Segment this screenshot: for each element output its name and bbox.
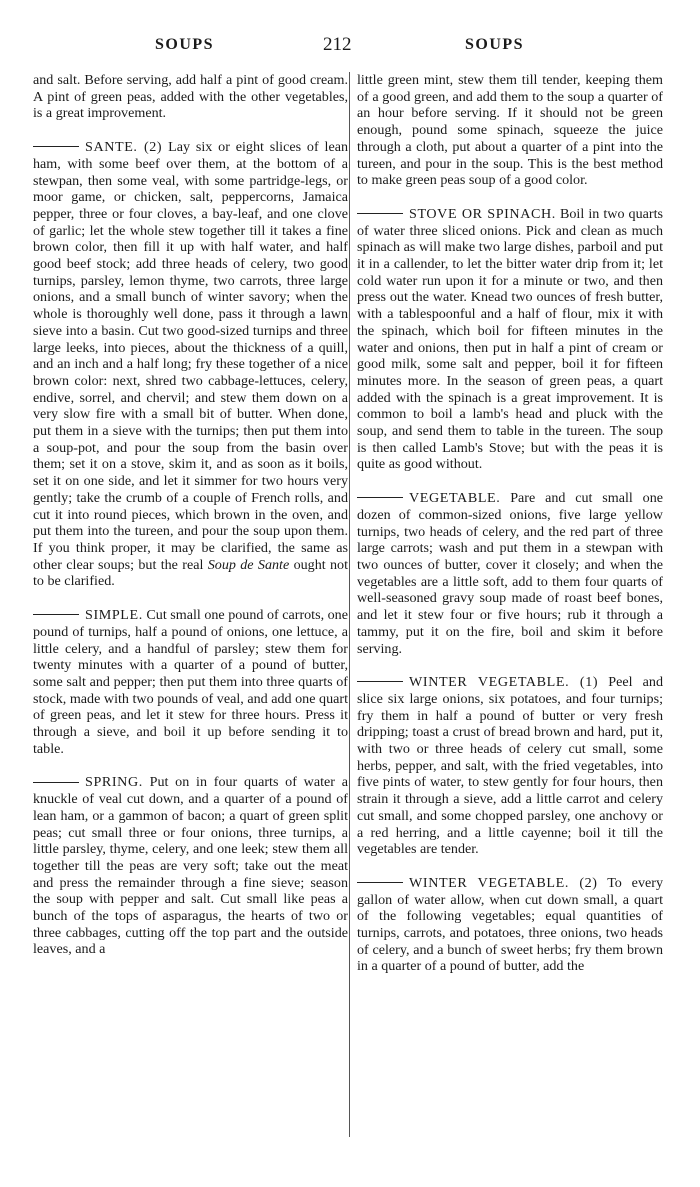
recipe-stove-or-spinach [357, 206, 663, 473]
recipe-title: VEGETABLE. [409, 490, 501, 507]
continued-paragraph: little green mint, stew them till tender, keeping them of a good green, and add them to the soup a quarter of an hour before serving. If it should not be green enough, pound some spinach, squeeze the juice through a cloth, put about a quarter of a pint into the tureen, and pour in the soup. This is the best method to make green peas soup of a good color. [357, 72, 663, 189]
em-dash-rule [33, 146, 79, 147]
em-dash-rule [357, 882, 403, 883]
recipe-body: To every gallon of water allow, when cut down small, a quart of the following vegetables; equal quantities of turnips, carrots, and potatoes, three onions, two heads of celery, and a bunch of sweet herbs; fry them brown in a quarter of a pound of butter, add the [357, 874, 663, 975]
page-number: 212 [323, 34, 352, 55]
recipe-title: STOVE OR SPINACH. [409, 205, 556, 222]
em-dash-rule [357, 497, 403, 498]
recipe-title: SPRING. [85, 774, 143, 791]
recipe-body-tail: ought not to be clarified. [33, 556, 349, 590]
recipe-winter-vegetable-1 [357, 674, 663, 858]
em-dash-rule [357, 681, 403, 682]
running-header [0, 36, 700, 58]
recipe-simple [33, 607, 348, 757]
recipe-body: Put on in four quarts of water a knuckle of veal cut down, and a quarter of a pound of lean ham, or a gammon of bacon; a quart of green split peas; cut small three or four onions, three turnips, a little parsley, thyme, celery, and one leek; stew them all together till the peas are very soft; take out the meat and press the remainder through a fine sieve; season the soup with pepper and salt. Cut small like peas a bunch of the tops of asparagus, the hearts of two or three cabbages, cutting off the top part and the outside leaves, and a [33, 774, 348, 958]
header-right-title: SOUPS [465, 36, 525, 53]
recipe-title: SANTE. (2) [85, 139, 163, 156]
column-divider [349, 72, 350, 1137]
recipe-sante [33, 139, 348, 590]
recipe-title: SIMPLE. [85, 607, 143, 624]
recipe-title: WINTER VEGETABLE. (1) [409, 674, 599, 691]
em-dash-rule [357, 213, 403, 214]
recipe-winter-vegetable-2 [357, 875, 663, 975]
recipe-body: Pare and cut small one dozen of common-sized onions, five large yellow turnips, two heads of celery, and the red part of three large carrots; wash and put them in a stewpan with two ounces of butter, cover it closely; and when the vegetables are a little soft, add to them four quarts of well-seasoned gravy soup made of roast beef bones, and let it stew four or five hours; rub it through a tammy, put it on the fire, boil and skim it before serving. [357, 490, 663, 657]
recipe-italic-term: Soup de Sante [207, 556, 290, 573]
recipe-body: Lay six or eight slices of lean ham, with some beef over them, at the bottom of a stewpan, then some veal, with some partridge-legs, or moor game, or chicken, salt, peppercorns, Jamaica pepper, three or four cloves, a bay-leaf, and one clove of garlic; let the whole stew together till it takes a fine brown color, then fill it up with half water, and half good beef stock; add three heads of celery, two good turnips, parsley, lemon thyme, two carrots, three large onions, and a small bunch of winter savory; when the whole is thoroughly well done, pass it through a lawn sieve into a basin. Cut two good-sized turnips and three large leeks, into pieces, about the thickness of a quill, and an inch and a half long; fry these together of a nice brown color: next, shred two cabbage-lettuces, celery, endive, sorrel, and chervil; and stew them down on a very slow fire with a small bit of butter. When done, put them in a sieve with the turnips; then put them into a soup-pot, and pour the soup from the basin over them; set it on a stove, skim it, and as soon as it boils, set it on one side, and let it simmer for two hours very gently; take the crumb of a couple of French rolls, and cut it into round pieces, which brown in the oven, and put them into the tureen, and pour the soup upon them. If you think proper, it may be clarified, the same as other clear soups; but the real [33, 139, 348, 573]
recipe-body: Boil in two quarts of water three sliced onions. Pick and clean as much spinach as will make two large dishes, parboil and put it in a callender, to let the bitter water drip from it; let cold water run upon it for a minute or two, and then press out the water. Knead two ounces of fresh butter, with a tablespoonful and a half of flour, mix it with the spinach, which boil for fifteen minutes in the water and onions, then put in half a pint of cream or good milk, some salt and pepper, boil it for fifteen minutes more. In the season of green peas, a quart added with the spinach is a great improvement. It is common to boil a lamb's head and pluck with the soup, and send them to table in the tureen. The soup is then called Lamb's Stove; but with the peas it is quite as good without. [357, 205, 664, 473]
em-dash-rule [33, 614, 79, 615]
left-column [33, 72, 348, 958]
continued-paragraph: and salt. Before serving, add half a pint of good cream. A pint of green peas, added with the other vegetables, is a great improvement. [33, 72, 348, 122]
recipe-body: Cut small one pound of carrots, one pound of turnips, half a pound of onions, one lettuce, a little celery, and a handful of parsley; stew them for twenty minutes with a quarter of a pound of butter, some salt and pepper; then put them into three quarts of stock, made with two pounds of veal, and add one quart of green peas, and let it stew for three hours. Press it through a sieve, and boil it up before sending it to table. [33, 607, 348, 757]
recipe-title: WINTER VEGETABLE. (2) [409, 874, 598, 891]
header-left-title: SOUPS [155, 36, 215, 53]
recipe-vegetable [357, 490, 663, 657]
recipe-spring [33, 774, 348, 958]
em-dash-rule [33, 782, 79, 783]
recipe-body: Peel and slice six large onions, six potatoes, and four turnips; fry them in half a pound of butter or very fresh dripping; toast a crust of bread brown and hard, put it, with two or three heads of celery cut small, some herbs, pepper, and salt, with the fried vegetables, into five pints of water, to stew gently for four hours, then strain it through a sieve, add a little carrot and celery cut small, and some chopped parsley, one anchovy or a red herring, and a little cayenne; boil it till the vegetables are tender. [357, 674, 663, 858]
right-column [357, 72, 663, 975]
